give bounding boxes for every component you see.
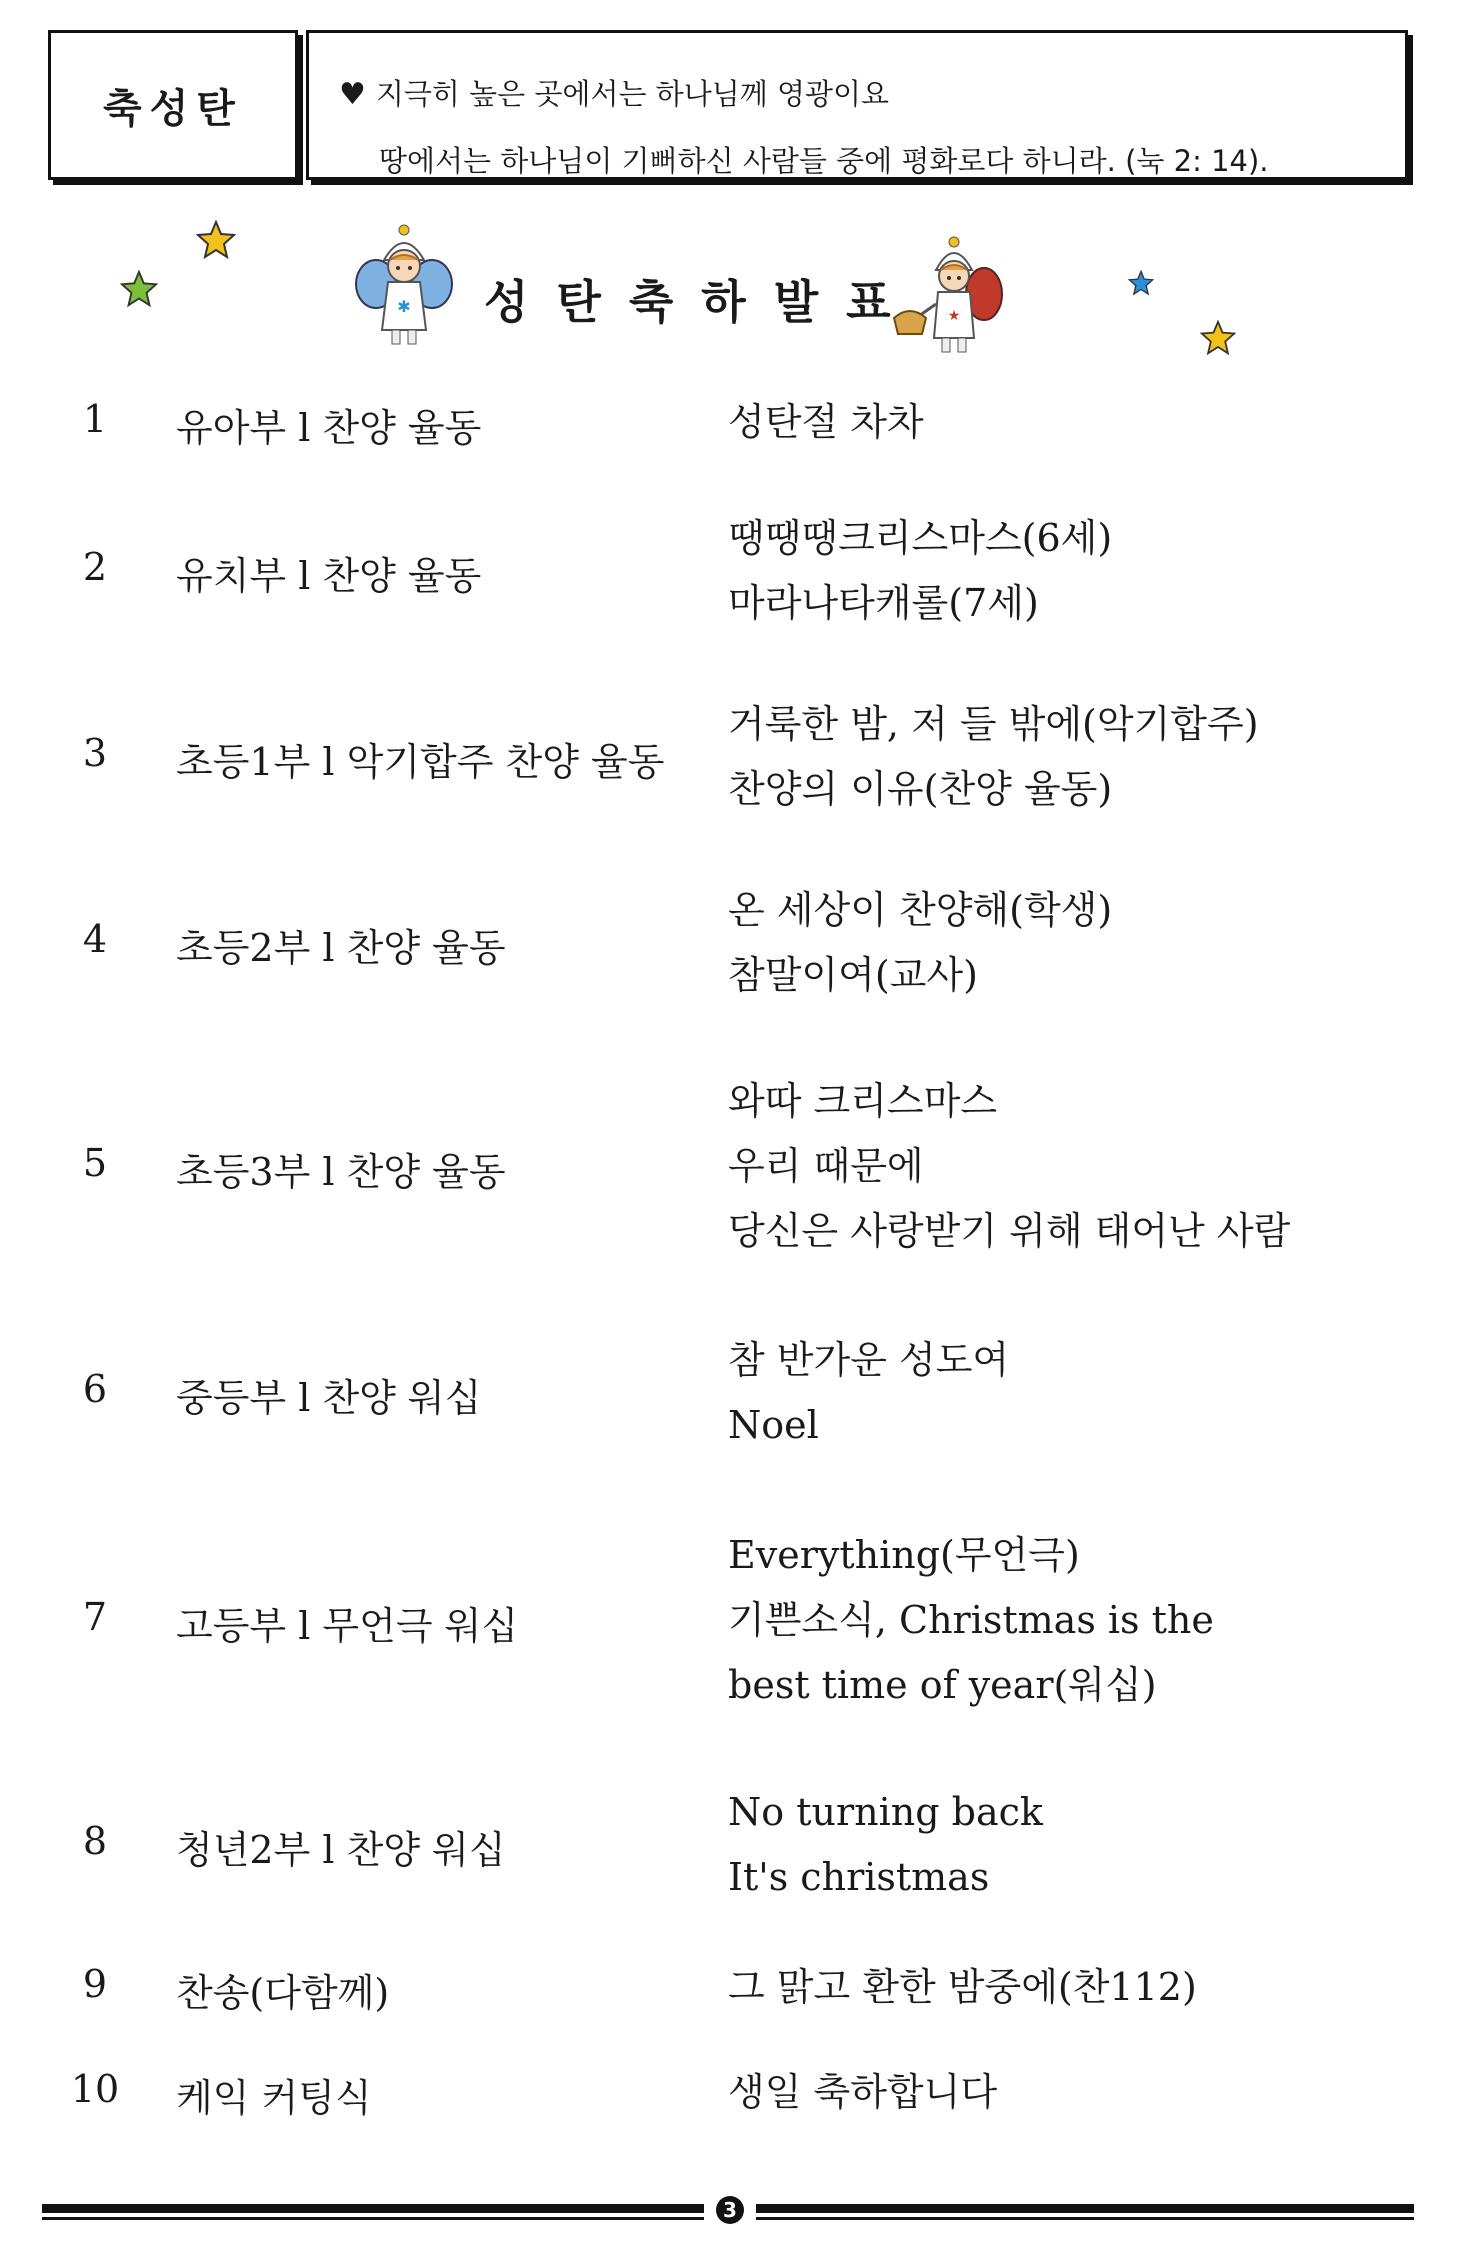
program-category: 초등1부 l 악기합주 찬양 율동 [176, 740, 665, 784]
footer [42, 2196, 1414, 2226]
program-songs [728, 1328, 1009, 1458]
song-title: It's christmas [728, 1855, 990, 1899]
program-number: 3 [82, 731, 108, 775]
program-number: 7 [82, 1594, 108, 1639]
song-title: 온 세상이 찬양해(학생) [728, 888, 1113, 932]
song-title: 찬양의 이유(찬양 율동) [728, 767, 1113, 811]
header-badge [48, 30, 298, 180]
angel-left-icon [354, 222, 454, 350]
program-number: 2 [82, 545, 108, 589]
program-number: 8 [82, 1819, 108, 1863]
program-category: 청년2부 l 찬양 워십 [176, 1828, 506, 1872]
program-category: 초등2부 l 찬양 율동 [176, 926, 506, 970]
svg-text:★: ★ [947, 308, 961, 324]
song-title: Noel [728, 1403, 819, 1447]
song-title: 땡땡땡크리스마스(6세) [728, 516, 1113, 560]
program-songs [728, 390, 924, 455]
header-badge-text: 축성탄 [103, 85, 243, 132]
program-category: 중등부 l 찬양 워십 [176, 1376, 482, 1420]
program-category: 고등부 l 무언극 워십 [176, 1603, 519, 1648]
program-number: 5 [82, 1140, 108, 1185]
song-title: 마라나타캐롤(7세) [728, 581, 1039, 625]
program-number: 9 [82, 1961, 108, 2006]
footer-rule-right-thin [756, 2217, 1414, 2220]
program-songs [728, 2060, 997, 2125]
page-title: 성탄축하발표 [484, 275, 919, 329]
footer-rule-right [756, 2204, 1414, 2213]
program-songs [728, 1523, 1214, 1718]
song-title: 참말이여(교사) [728, 953, 978, 997]
program-songs [728, 1069, 1290, 1264]
program-songs [728, 1955, 1197, 2020]
page-number: 3 [716, 2196, 744, 2224]
program-number: 6 [82, 1367, 108, 1411]
song-title: best time of year(워십) [728, 1663, 1157, 1707]
program-category: 유치부 l 찬양 율동 [176, 554, 482, 598]
program-songs [728, 506, 1112, 636]
program-category: 찬송(다함께) [176, 1970, 390, 2015]
program-number: 1 [82, 396, 108, 441]
song-title: 그 맑고 환한 밤중에(찬112) [728, 1965, 1197, 2009]
song-title: 기쁜소식, Christmas is the [728, 1598, 1214, 1642]
svg-text:✱: ✱ [397, 297, 411, 316]
heart-icon: ♥ [339, 77, 366, 112]
program-number: 10 [70, 2066, 120, 2111]
star-icon [196, 220, 236, 260]
song-title: 당신은 사랑받기 위해 태어난 사람 [728, 1209, 1291, 1253]
song-title: Everything(무언극) [728, 1533, 1080, 1577]
program-songs [728, 878, 1112, 1008]
program-number: 4 [82, 917, 108, 961]
header-verse-box [306, 30, 1408, 180]
star-icon [1200, 320, 1236, 356]
program-songs [728, 1780, 1043, 1910]
song-title: No turning back [728, 1790, 1043, 1834]
song-title: 와따 크리스마스 [728, 1079, 998, 1123]
program-category: 유아부 l 찬양 율동 [176, 405, 482, 450]
program-category: 초등3부 l 찬양 율동 [176, 1149, 506, 1194]
song-title: 성탄절 차차 [728, 400, 924, 444]
song-title: 생일 축하합니다 [728, 2070, 998, 2114]
program-category: 케익 커팅식 [176, 2075, 372, 2120]
footer-rule-left-thin [42, 2217, 704, 2220]
song-title: 우리 때문에 [728, 1144, 924, 1188]
song-title: 거룩한 밤, 저 들 밖에(악기합주) [728, 702, 1259, 746]
star-icon [1128, 270, 1154, 296]
footer-rule-left [42, 2204, 704, 2213]
title-row [0, 210, 1460, 360]
song-title: 참 반가운 성도여 [728, 1338, 1010, 1382]
verse-line-1: 지극히 높은 곳에서는 하나님께 영광이요 [375, 77, 890, 111]
verse-line-2: 땅에서는 하나님이 기뻐하신 사람들 중에 평화로다 하니라. (눅 2: 14). [379, 144, 1269, 178]
star-icon [120, 270, 158, 308]
program-songs [728, 692, 1259, 822]
